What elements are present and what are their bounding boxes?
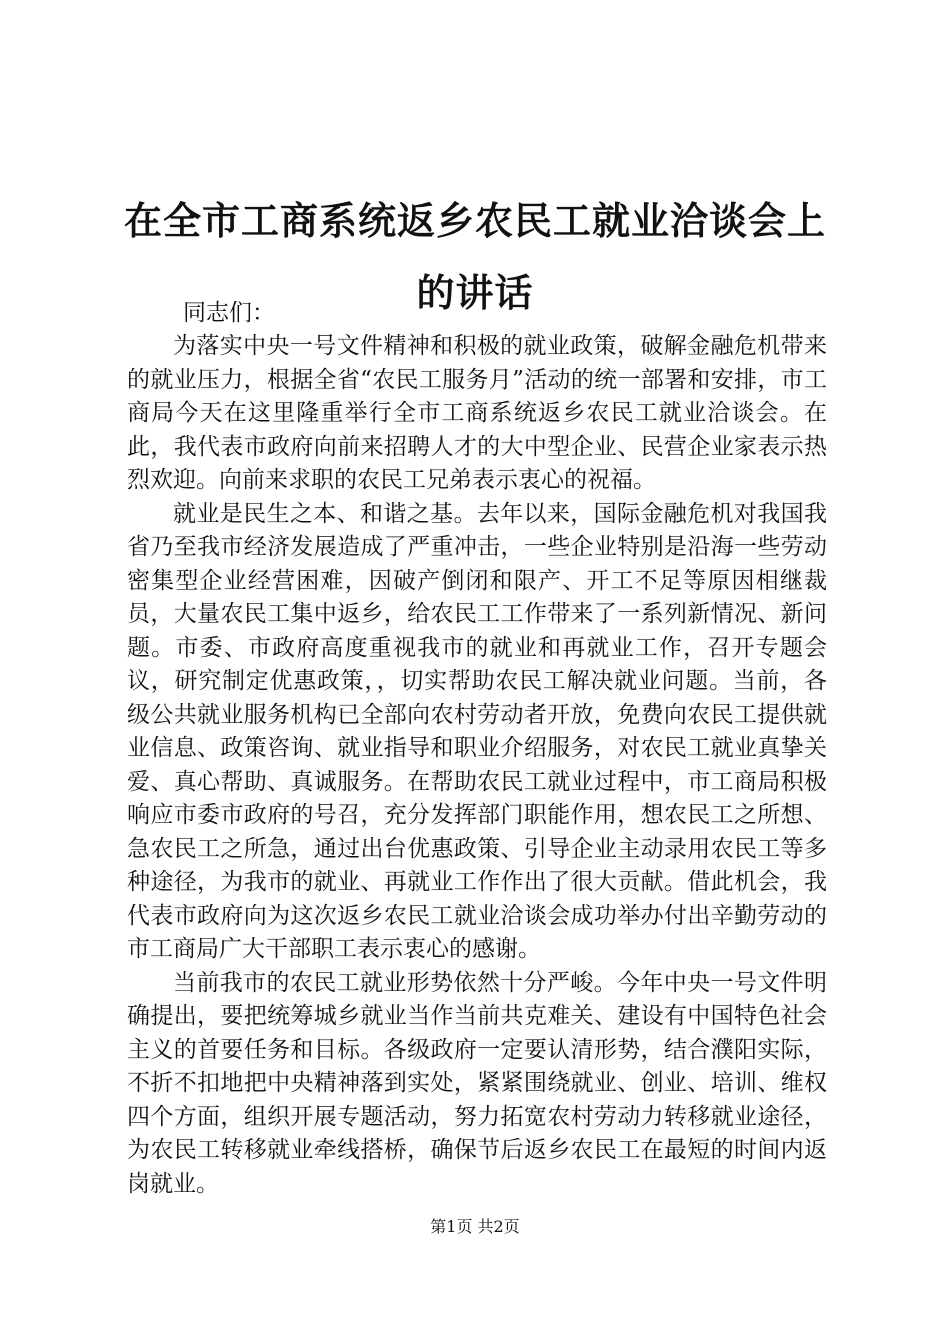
document-title: 在全市工商系统返乡农民工就业洽谈会上的讲话 [123, 198, 826, 316]
salutation: 同志们： [183, 300, 275, 326]
page-footer: 第1页 共2页 [430, 1217, 520, 1236]
paragraph: 当前我市的农民工就业形势依然十分严峻。今年中央一号文件明确提出，要把统筹城乡就业当作当前共克难关、建设有中国特色社会主义的首要任务和目标。各级政府一定要认清形势，结合濮阳实际，不折不扣地把中央精神落到实处，紧紧围绕就业、创业、培训、维权四个方面，组织开展专题活动，努力拓宽农村劳动力转移就业途径，为农民工转移就业牵线搭桥，确保节后返乡农民工在最短的时间内返岗就业。 [127, 969, 827, 1197]
paragraph: 为落实中央一号文件精神和积极的就业政策，破解金融危机带来的就业压力，根据全省“农民工服务月”活动的统一部署和安排，市工商局今天在这里隆重举行全市工商系统返乡农民工就业洽谈会。在此，我代表市政府向前来招聘人才的大中型企业、民营企业家表示热烈欢迎。向前来求职的农民工兄弟表示衷心的祝福。 [127, 333, 827, 493]
document-body [127, 330, 827, 1201]
paragraph: 就业是民生之本、和谐之基。去年以来，国际金融危机对我国我省乃至我市经济发展造成了严重冲击，一些企业特别是沿海一些劳动密集型企业经营困难，因破产倒闭和限产、开工不足等原因相继裁员，大量农民工集中返乡，给农民工工作带来了一系列新情况、新问题。市委、市政府高度重视我市的就业和再就业工作，召开专题会议，研究制定优惠政策，，切实帮助农民工解决就业问题。当前，各级公共就业服务机构已全部向农村劳动者开放，免费向农民工提供就业信息、政策咨询、就业指导和职业介绍服务，对农民工就业真挚关爱、真心帮助、真诚服务。在帮助农民工就业过程中，市工商局积极响应市委市政府的号召，充分发挥部门职能作用，想农民工之所想、急农民工之所急，通过出台优惠政策、引导企业主动录用农民工等多种途径，为我市的就业、再就业工作作出了很大贡献。借此机会，我代表市政府向为这次返乡农民工就业洽谈会成功举办付出辛勤劳动的市工商局广大干部职工表示衷心的感谢。 [127, 500, 827, 962]
